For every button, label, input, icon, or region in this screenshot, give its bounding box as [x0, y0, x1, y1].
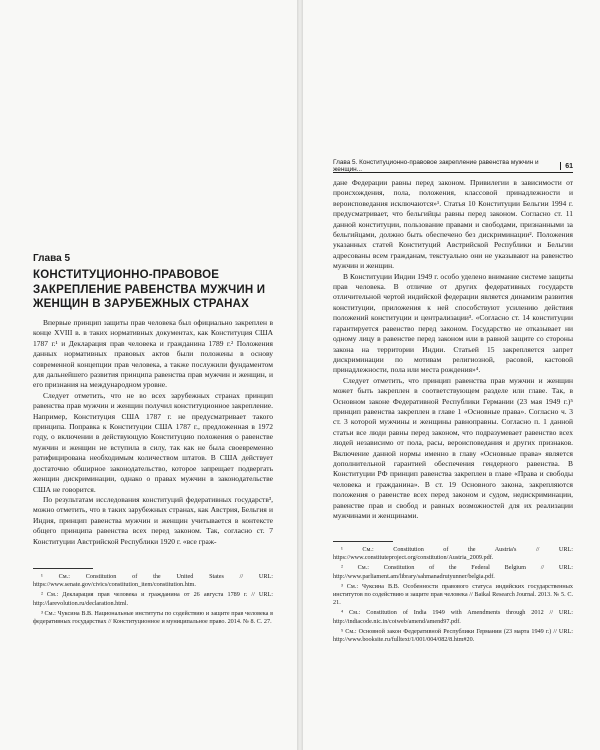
paragraph: По результатам исследования конституций федеративных государств³, можно отметить, что в таких зарубежных странах, как Австрия, Бельгия и Индия, принцип равенства мужчин и женщин учитывается в контексте общего принципа равенства всех перед законом. Так, согласно ст. 7 Конституции Австрийской Республики 1920 г. «все граж-: [33, 494, 273, 546]
footnote: ⁴ См.: Constitution of India 1949 with Amendments through 2012 // URL: http://indiacode.nic.in/coiweb/amend/amend97.pdf.: [333, 609, 573, 625]
footnote: ¹ См.: Constitution of the United States // URL: https://www.senate.gov/civics/constitution_item/constitution.htm.: [33, 573, 273, 589]
paragraph: Следует отметить, что не во всех зарубежных странах принцип равенства прав мужчин и женщин получил конституционное закрепление. Например, Конституция США 1787 г. не предусматривает такого принципа. Поправка к Конституции США 1787 г., предложенная в 1972 году, о включении в действующую Конституцию положения о равенстве мужчин и женщин не вступила в силу, так как не была своевременно ратифицирована необходимым количеством штатов. В США действует достаточно обширное законодательство, которое запрещает подвергать женщин дискриминации, однако о правах мужчин в законодательстве США не говорится.: [33, 390, 273, 494]
chapter-label: Глава 5: [33, 253, 71, 264]
running-head: [333, 159, 573, 173]
right-footnotes: [333, 546, 573, 646]
footnote: ³ См.: Чуксина В.В. Национальные институты по содействию и защите прав человека в федеративных государствах // Конституционное и муниципальное право. 2014. № 8. С. 27.: [33, 609, 273, 626]
footnote: ² См.: Constitution of the Federal Belgium // URL: http://www.parliament.am/library/sahmanadrutyunner/belgia.pdf.: [333, 564, 573, 580]
footnote: ² См.: Декларация прав человека и гражданина от 26 августа 1789 г. // URL: http://larevolution.ru/declaration.html.: [33, 591, 273, 607]
footnote-divider: [33, 568, 93, 569]
running-head-separator: [560, 162, 561, 170]
running-head-rule: [333, 172, 573, 173]
running-head-title: Глава 5. Конституционно-правовое закрепление равенства мужчин и женщин...: [333, 159, 539, 173]
footnote: ³ См.: Чуксина В.В. Особенности правового статуса индийских государственных институтов по содействию и защите прав человека // Baikal Research Journal. 2013. № 5. С. 21.: [333, 582, 573, 607]
paragraph: дане Федерации равны перед законом. Привилегии в зависимости от происхождения, пола, положения, классовой принадлежности и вероисповедания исключаются»¹. Статья 10 Конституции Бельгии 1994 г. предусматривает, что бельгийцы равны перед законом. Согласно ст. 11 данной конституции, пользование правами и свободами, признанными за бельгийцами, должно быть обеспечено без дискриминации². Положения указанных статей Конституций Австрийской Республики и Бельгии адресованы всем гражданам, текстуально они не указывают на равенство мужчин и женщин.: [333, 178, 573, 271]
chapter-title: КОНСТИТУЦИОННО-ПРАВОВОЕ ЗАКРЕПЛЕНИЕ РАВЕНСТВА МУЖЧИН И ЖЕНЩИН В ЗАРУБЕЖНЫХ СТРАНАХ: [33, 269, 266, 310]
right-body-text: [333, 178, 573, 521]
paragraph: В Конституции Индии 1949 г. особо уделено внимание системе защиты прав человека. В отличие от других федеративных государств отличительной чертой индийской федерации является динамизм развития конституции, приложения к ней способствуют усилению действия положений конституции и централизации³. «Согласно ст. 14 конституции гарантируется равенство перед законом. Государство не отказывает ни одному лицу в равенстве перед законом или в равной защите со стороны закона на территории Индии. Статьей 15 закрепляется запрет дискриминации по мотивам религиозной, расовой, кастовой принадлежности, пола или места рождения»⁴.: [333, 271, 573, 375]
paragraph: Следует отметить, что принцип равенства прав мужчин и женщин может быть закреплен в соответствующем разделе или главе. Так, в Основном законе Федеративной Республики Германии (23 мая 1949 г.)⁵ принцип равенства закреплен в главе 1 «Основные права». Согласно ч. 3 ст. 3 которой мужчины и женщины равноправны. Согласно п. 1 данной статьи все люди равны перед законом, что подразумевает равенство всех людей независимо от пола, расы, вероисповедания и других признаков. Включение данной нормы именно в главу «Основные права» является дополнительной гарантией обеспечения гендерного равенства. В Конституции РФ принцип равенства закреплен в главе «Права и свободы человека и гражданина». В ст. 19 Основного закона, закрепляются положения о равенстве всех перед законом и судом, недискриминации, равенстве прав и свобод и равных возможностей для их реализации мужчинами и женщинами.: [333, 375, 573, 520]
page-number: 61: [565, 162, 573, 170]
left-page: [0, 0, 297, 750]
left-body-text: [33, 318, 273, 547]
footnote-divider: [333, 541, 393, 542]
footnote: ⁵ См.: Основной закон Федеративной Республики Германии (23 марта 1949 г.) // URL: http://www.booksite.ru/fulltext/1/001/004/082/8.htm#20.: [333, 627, 573, 644]
left-footnotes: [33, 573, 273, 628]
paragraph: Впервые принцип защиты прав человека был официально закреплен в конце XVIII в. в таких нормативных документах, как Конституция США 1787 г.¹ и Декларация прав человека и гражданина 1789 г.² Положения данных нормативных правовых актов были положены в основу современной концепции прав человека, а также послужили фундаментом для дальнейшего развития принципа равенства прав мужчин и женщин, и его признания на международном уровне.: [33, 318, 273, 390]
footnote: ¹ См.: Constitution of the Austria's // URL: https://www.constituteproject.org/constitution/Austria_2009.pdf.: [333, 546, 573, 562]
